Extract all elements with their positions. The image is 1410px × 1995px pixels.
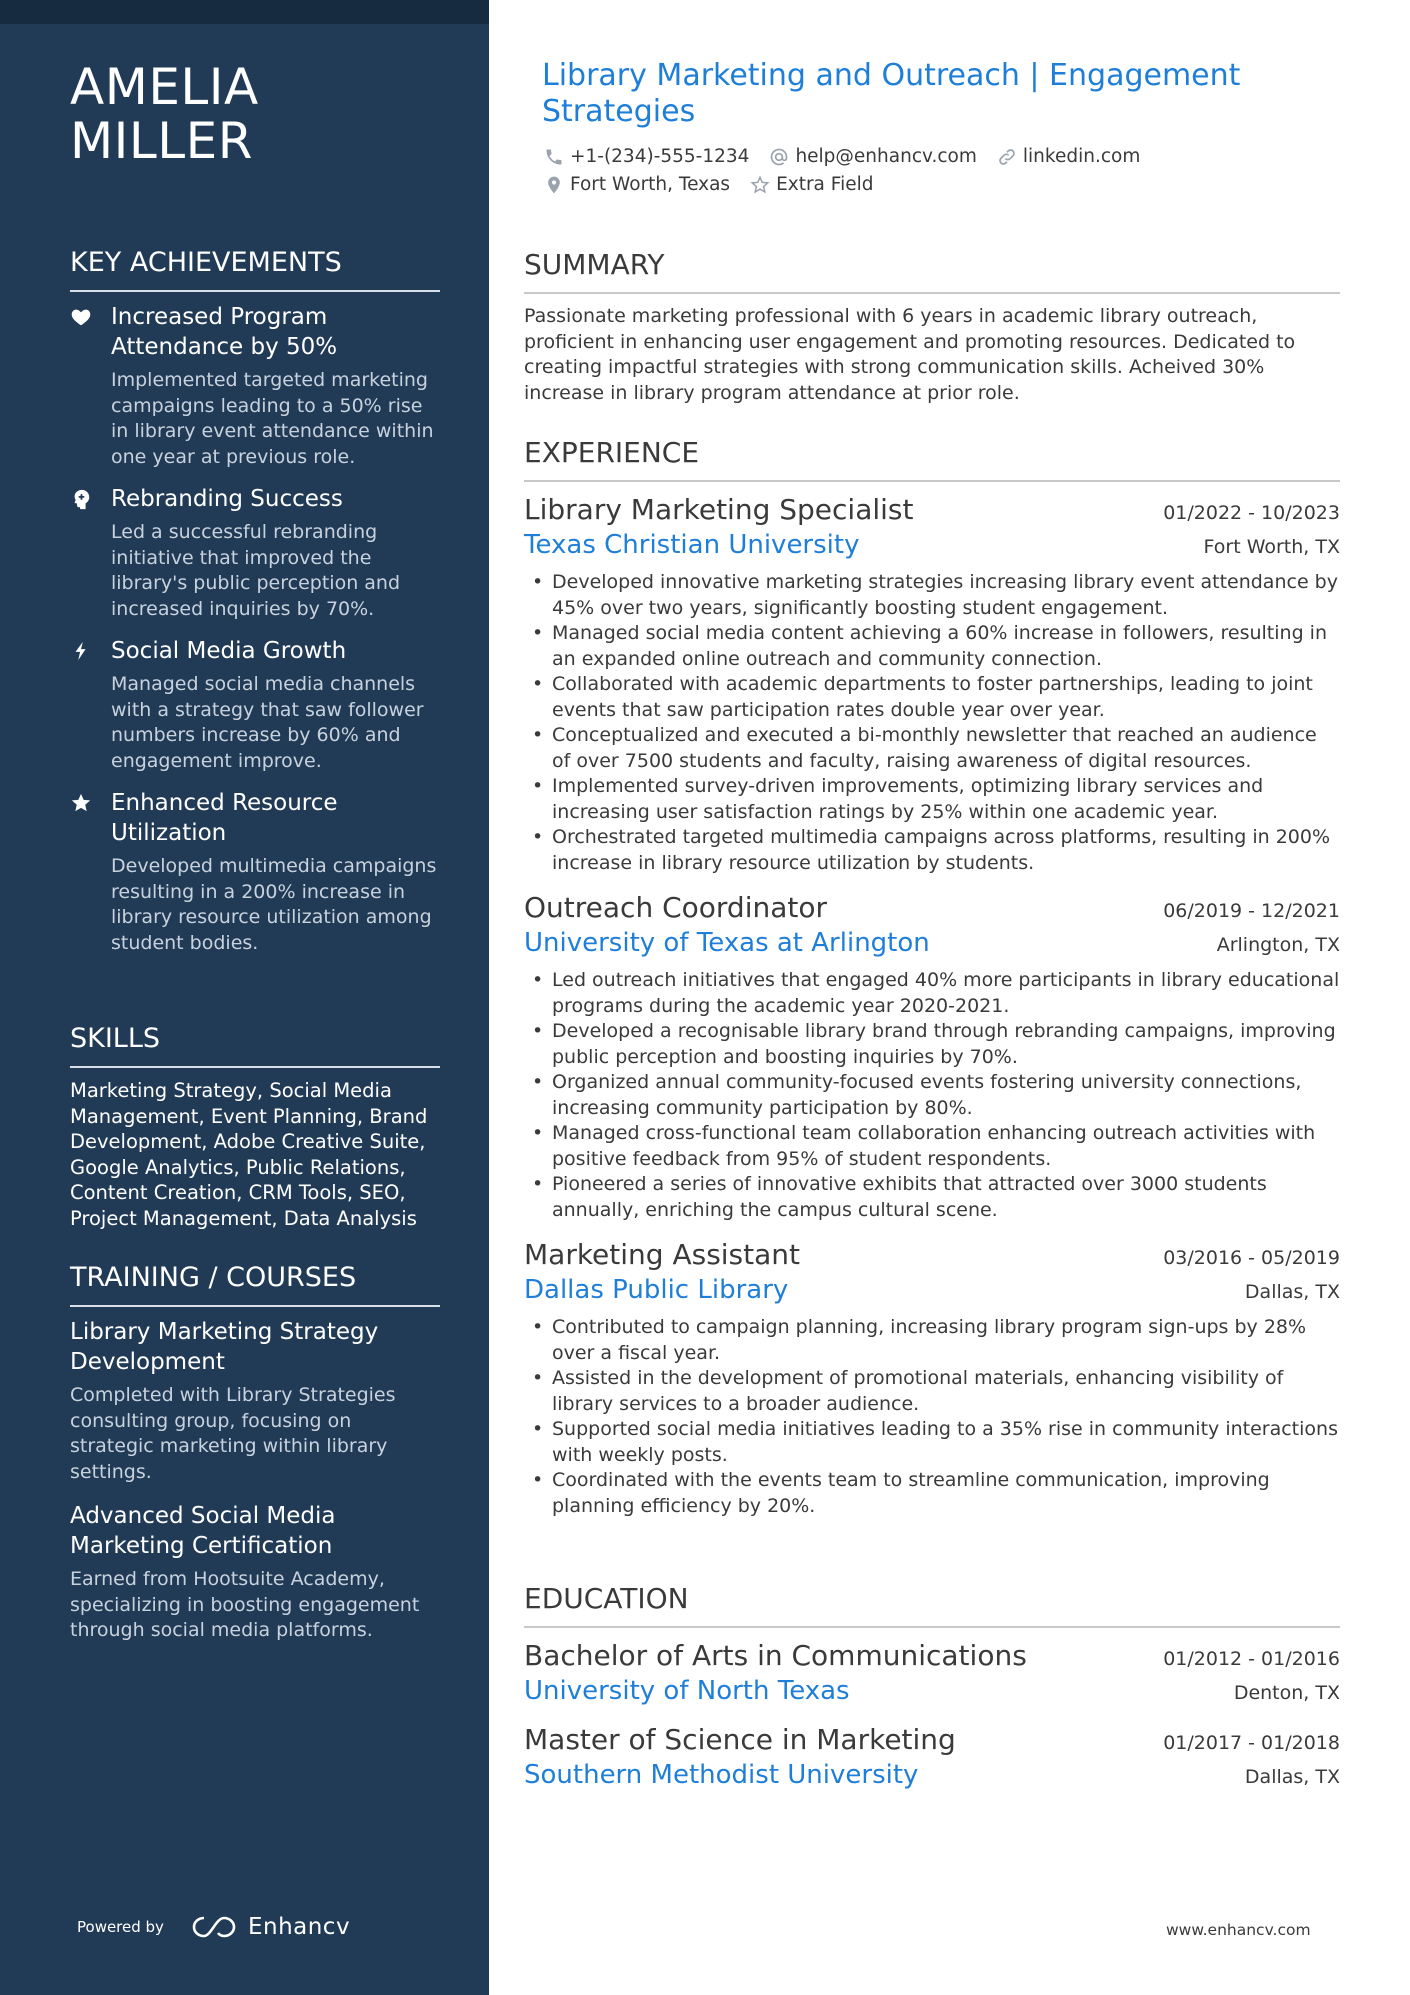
phone-contact[interactable]	[544, 146, 749, 168]
job-bullet: • Implemented survey-driven improvements, optimizing library services and increasing user satisfaction ratings by 25% within one academic year.	[524, 774, 1340, 825]
enhancv-logo-icon	[190, 1914, 238, 1940]
course-description: Completed with Library Strategies consulting group, focusing on strategic marketing within library settings.	[70, 1384, 396, 1483]
heart-icon	[70, 306, 94, 330]
achievement-item	[70, 484, 440, 622]
location-text: Fort Worth, Texas	[570, 174, 731, 195]
achievement-description: Implemented targeted marketing campaigns leading to a 50% rise in library event attendance within one year at previous role.	[111, 369, 434, 468]
job-bullet: • Coordinated with the events team to streamline communication, improving planning efficiency by 20%.	[524, 1468, 1340, 1519]
education-dates: 01/2012 - 01/2016	[1163, 1648, 1340, 1670]
achievement-item	[70, 788, 440, 956]
sidebar	[0, 0, 489, 1995]
skills-section	[70, 1022, 440, 1231]
education-section	[524, 1582, 1340, 1806]
degree-title: Bachelor of Arts in Communications	[524, 1639, 1027, 1672]
course-title: Library Marketing Strategy Development	[70, 1319, 379, 1375]
job-bullet: • Assisted in the development of promotional materials, enhancing visibility of library services to a broader audience.	[524, 1366, 1340, 1417]
experience-heading: EXPERIENCE	[524, 436, 1340, 482]
job-dates: 03/2016 - 05/2019	[1163, 1247, 1340, 1269]
school-location: Denton, TX	[1233, 1682, 1340, 1704]
course-item	[70, 1317, 440, 1485]
extra-field-contact	[750, 174, 873, 196]
job-bullet: • Developed innovative marketing strategies increasing library event attendance by 45% over two years, significantly boosting student engagement.	[524, 570, 1340, 621]
powered-by-label: Powered by	[77, 1918, 164, 1936]
candidate-name	[70, 60, 450, 168]
achievement-description: Developed multimedia campaigns resulting in a 200% increase in library resource utilization among student bodies.	[111, 855, 437, 954]
job-entry	[524, 1237, 1340, 1519]
education-school-row	[524, 1758, 1340, 1792]
key-achievements-heading: KEY ACHIEVEMENTS	[70, 246, 440, 292]
footer-url[interactable]: www.enhancv.com	[1166, 1921, 1311, 1939]
job-title: Library Marketing Specialist	[524, 493, 914, 526]
degree-title: Master of Science in Marketing	[524, 1723, 956, 1756]
school-name: Southern Methodist University	[524, 1760, 919, 1790]
job-title: Outreach Coordinator	[524, 891, 827, 924]
achievement-title: Rebranding Success	[111, 486, 343, 512]
headline: Library Marketing and Outreach | Engagement Strategies	[542, 58, 1241, 129]
contact-info	[544, 146, 1324, 202]
job-bullet: • Conceptualized and executed a bi-monthly newsletter that reached an audience of over 7500 students and faculty, raising awareness of digital resources.	[524, 723, 1340, 774]
education-entry	[524, 1722, 1340, 1792]
school-location: Dallas, TX	[1244, 1766, 1340, 1788]
phone-icon	[544, 147, 564, 167]
skills-list: Marketing Strategy, Social Media Management, Event Planning, Brand Development, Adobe Creative Suite, Google Analytics, Public Relations, Content Creation, CRM Tools, SEO, Project Management, Data Analysis	[70, 1079, 428, 1230]
course-item	[70, 1501, 440, 1644]
job-bullet: • Contributed to campaign planning, increasing library program sign-ups by 28% over a fiscal year.	[524, 1315, 1340, 1366]
job-title: Marketing Assistant	[524, 1238, 801, 1271]
job-bullet: • Developed a recognisable library brand through rebranding campaigns, improving public perception and boosting inquiries by 70%.	[524, 1019, 1340, 1070]
job-dates: 06/2019 - 12/2021	[1163, 900, 1340, 922]
job-location: Dallas, TX	[1244, 1281, 1340, 1303]
school-name: University of North Texas	[524, 1676, 850, 1706]
education-dates: 01/2017 - 01/2018	[1163, 1732, 1340, 1754]
job-entry	[524, 890, 1340, 1223]
contact-row	[544, 146, 1324, 168]
job-bullet: • Managed social media content achieving a 60% increase in followers, resulting in an expanded online outreach and community connection.	[524, 621, 1340, 672]
job-organization: Dallas Public Library	[524, 1275, 789, 1305]
location-pin-icon	[544, 175, 564, 195]
phone-number: +1-(234)-555-1234	[570, 146, 750, 167]
job-organization: Texas Christian University	[524, 530, 860, 560]
link-icon	[997, 147, 1017, 167]
job-bullet: • Organized annual community-focused events fostering university connections, increasing community participation by 80%.	[524, 1070, 1340, 1121]
summary-section	[524, 248, 1340, 406]
achievement-title: Enhanced Resource Utilization	[111, 790, 338, 846]
education-header-row	[524, 1638, 1340, 1674]
job-header-row	[524, 890, 1340, 926]
job-location: Arlington, TX	[1216, 934, 1340, 956]
first-name: AMELIA	[70, 58, 259, 116]
brain-icon	[70, 488, 94, 512]
job-bullet: • Collaborated with academic departments to foster partnerships, leading to joint events that saw participation rates double year over year.	[524, 672, 1340, 723]
job-bullets	[524, 1315, 1340, 1519]
job-organization: University of Texas at Arlington	[524, 928, 930, 958]
lightning-icon	[70, 640, 94, 664]
contact-row	[544, 174, 1324, 196]
key-achievements-section	[70, 246, 440, 970]
education-school-row	[524, 1674, 1340, 1708]
enhancv-logo[interactable]	[190, 1914, 350, 1940]
at-icon	[769, 147, 789, 167]
skills-heading: SKILLS	[70, 1022, 440, 1068]
job-org-row	[524, 926, 1340, 960]
star-icon	[70, 792, 94, 816]
job-location: Fort Worth, TX	[1203, 536, 1340, 558]
email-address: help@enhancv.com	[795, 146, 977, 167]
star-outline-icon	[750, 175, 770, 195]
job-bullets	[524, 570, 1340, 876]
summary-heading: SUMMARY	[524, 248, 1340, 294]
achievement-description: Led a successful rebranding initiative that improved the library's public perception and increased inquiries by 70%.	[111, 521, 401, 620]
enhancv-logo-text: Enhancv	[247, 1914, 351, 1940]
location-contact	[544, 174, 730, 196]
job-header-row	[524, 1237, 1340, 1273]
achievement-item	[70, 636, 440, 774]
training-section	[70, 1261, 440, 1660]
job-header-row	[524, 492, 1340, 528]
sidebar-top-bar	[0, 0, 489, 24]
job-bullet: • Supported social media initiatives leading to a 35% rise in community interactions with weekly posts.	[524, 1417, 1340, 1468]
job-dates: 01/2022 - 10/2023	[1163, 502, 1340, 524]
job-entry	[524, 492, 1340, 876]
training-heading: TRAINING / COURSES	[70, 1261, 440, 1307]
job-bullet: • Pioneered a series of innovative exhibits that attracted over 3000 students annually, enriching the campus cultural scene.	[524, 1172, 1340, 1223]
summary-text: Passionate marketing professional with 6 years in academic library outreach, proficient in enhancing user engagement and promoting resources. Dedicated to creating impactful strategies with strong communication skills. Acheived 30% increase in library program attendance at prior role.	[524, 305, 1296, 404]
achievement-title: Social Media Growth	[111, 638, 347, 664]
education-entry	[524, 1638, 1340, 1708]
link-contact[interactable]	[997, 146, 1140, 168]
experience-section	[524, 436, 1340, 1533]
extra-field-text: Extra Field	[776, 174, 874, 195]
job-bullet: • Led outreach initiatives that engaged 40% more participants in library educational programs during the academic year 2020-2021.	[524, 968, 1340, 1019]
course-description: Earned from Hootsuite Academy, specializing in boosting engagement through social media platforms.	[70, 1568, 420, 1641]
email-contact[interactable]	[769, 146, 976, 168]
last-name: MILLER	[70, 112, 253, 170]
education-heading: EDUCATION	[524, 1582, 1340, 1628]
job-org-row	[524, 1273, 1340, 1307]
job-bullet: • Orchestrated targeted multimedia campaigns across platforms, resulting in 200% increase in library resource utilization by students.	[524, 825, 1340, 876]
job-org-row	[524, 528, 1340, 562]
job-bullets	[524, 968, 1340, 1223]
education-header-row	[524, 1722, 1340, 1758]
achievement-title: Increased Program Attendance by 50%	[111, 304, 338, 360]
powered-by	[77, 1914, 350, 1940]
achievement-description: Managed social media channels with a strategy that saw follower numbers increase by 60% and engagement improve.	[111, 673, 424, 772]
course-title: Advanced Social Media Marketing Certification	[70, 1503, 336, 1559]
achievement-item	[70, 302, 440, 470]
job-bullet: • Managed cross-functional team collaboration enhancing outreach activities with positive feedback from 95% of student respondents.	[524, 1121, 1340, 1172]
link-text: linkedin.com	[1022, 146, 1141, 167]
